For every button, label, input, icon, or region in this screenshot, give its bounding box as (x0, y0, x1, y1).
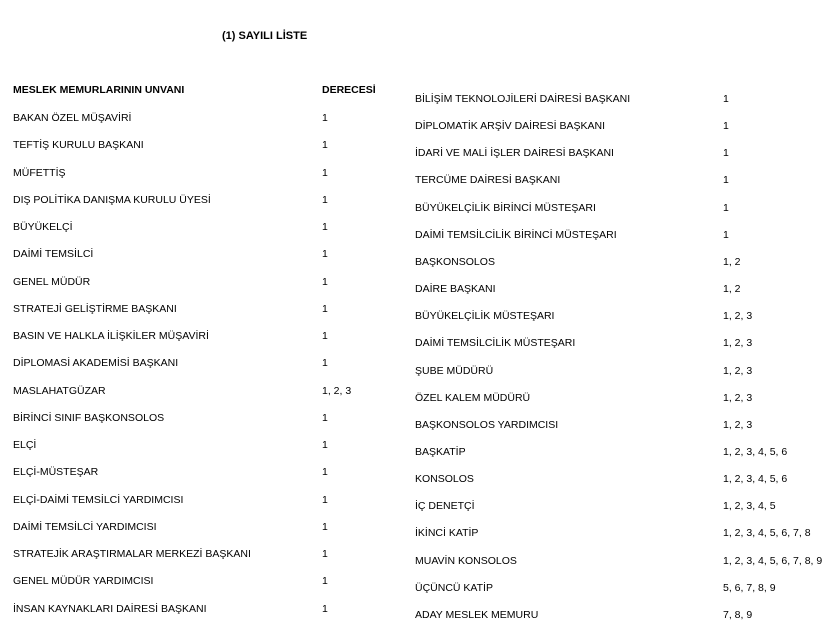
position-title: BAŞKATİP (415, 445, 466, 458)
position-title: ÖZEL KALEM MÜDÜRÜ (415, 391, 531, 404)
position-title: BAŞKONSOLOS YARDIMCISI (415, 418, 559, 431)
position-title: STRATEJİ GELİŞTİRME BAŞKANI (13, 302, 177, 315)
page-title: (1) SAYILI LİSTE (222, 30, 308, 42)
position-title: DİPLOMASİ AKADEMİSİ BAŞKANI (13, 357, 179, 370)
degree-value: 1 (322, 520, 328, 533)
degree-value: 1, 2, 3 (723, 337, 753, 350)
position-title: ŞUBE MÜDÜRÜ (415, 364, 494, 377)
position-title: ÜÇÜNCÜ KATİP (415, 581, 493, 594)
position-title: BİLİŞİM TEKNOLOJİLERİ DAİRESİ BAŞKANI (415, 93, 631, 105)
position-title: ELÇİ-MÜSTEŞAR (13, 466, 99, 479)
degree-value: 1 (322, 139, 328, 152)
degree-value: 1 (322, 330, 328, 342)
position-title: STRATEJİK ARAŞTIRMALAR MERKEZİ BAŞKANI (13, 548, 251, 560)
position-title: İKİNCİ KATİP (415, 527, 479, 540)
degree-value: 7, 8, 9 (723, 608, 753, 621)
position-title: MUAVİN KONSOLOS (415, 554, 517, 567)
degree-value: 1 (322, 411, 328, 424)
degree-value: 1 (322, 275, 328, 288)
degree-value: 1 (322, 193, 328, 206)
position-title: TEFTİŞ KURULU BAŞKANI (13, 139, 144, 152)
position-title: İÇ DENETÇİ (415, 500, 475, 513)
position-title: TERCÜME DAİRESİ BAŞKANI (415, 174, 561, 187)
position-title: ELÇİ (13, 439, 37, 451)
degree-value: 1 (322, 166, 328, 179)
degree-value: 1 (322, 602, 328, 615)
degree-value: 1 (322, 439, 328, 451)
degree-value: 1 (723, 93, 729, 105)
position-title: DİPLOMATİK ARŞİV DAİRESİ BAŞKANI (415, 120, 606, 133)
degree-value: 1 (723, 174, 729, 187)
degree-value: 1 (322, 302, 328, 315)
degree-value: 1, 2, 3 (723, 391, 753, 404)
degree-value: 1, 2, 3, 4, 5, 6 (723, 445, 788, 458)
position-title: KONSOLOS (415, 473, 474, 486)
degree-value: 1, 2 (723, 255, 741, 268)
position-title: DAİMİ TEMSİLCİ (13, 248, 94, 261)
degree-column-header: DERECESİ (322, 84, 376, 96)
position-title: BASIN VE HALKLA İLİŞKİLER MÜŞAVİRİ (13, 330, 209, 342)
degree-value: 1 (322, 221, 328, 233)
position-title: DIŞ POLİTİKA DANIŞMA KURULU ÜYESİ (13, 193, 211, 206)
position-title: GENEL MÜDÜR (13, 275, 91, 288)
position-title: ELÇİ-DAİMİ TEMSİLCİ YARDIMCISI (13, 493, 184, 506)
position-title: İNSAN KAYNAKLARI DAİRESİ BAŞKANI (13, 602, 207, 615)
position-title: DAİMİ TEMSİLCİLİK BİRİNCİ MÜSTEŞARI (415, 228, 617, 241)
position-title: BİRİNCİ SINIF BAŞKONSOLOS (13, 411, 165, 424)
degree-value: 1, 2, 3, 4, 5, 6, 7, 8, 9 (723, 554, 823, 567)
degree-value: 1 (723, 228, 729, 241)
position-title: DAİRE BAŞKANI (415, 283, 496, 296)
degree-value: 1, 2, 3 (322, 384, 352, 397)
degree-value: 1, 2, 3, 4, 5, 6 (723, 473, 788, 486)
position-title: ADAY MESLEK MEMURU (415, 608, 539, 621)
title-column-header: MESLEK MEMURLARININ UNVANI (13, 84, 185, 96)
degree-value: 5, 6, 7, 8, 9 (723, 581, 776, 594)
degree-value: 1, 2 (723, 283, 741, 296)
degree-value: 1, 2, 3, 4, 5, 6, 7, 8 (723, 527, 811, 540)
position-title: BAKAN ÖZEL MÜŞAVİRİ (13, 112, 132, 124)
degree-value: 1, 2, 3 (723, 418, 753, 431)
position-title: BAŞKONSOLOS (415, 255, 495, 268)
position-title: GENEL MÜDÜR YARDIMCISI (13, 575, 154, 588)
degree-value: 1 (322, 548, 328, 560)
position-title: BÜYÜKELÇİLİK BİRİNCİ MÜSTEŞARI (415, 201, 596, 214)
position-title: BÜYÜKELÇİ (13, 221, 73, 233)
degree-value: 1, 2, 3 (723, 364, 753, 377)
degree-value: 1, 2, 3, 4, 5 (723, 500, 776, 513)
position-title: DAİMİ TEMSİLCİLİK MÜSTEŞARI (415, 337, 576, 350)
degree-value: 1 (723, 147, 729, 160)
position-title: MASLAHATGÜZAR (13, 384, 106, 397)
degree-value: 1 (723, 120, 729, 133)
position-title: İDARİ VE MALİ İŞLER DAİRESİ BAŞKANI (415, 147, 614, 160)
degree-value: 1 (322, 357, 328, 370)
position-title: DAİMİ TEMSİLCİ YARDIMCISI (13, 520, 157, 533)
degree-value: 1 (322, 575, 328, 588)
degree-value: 1 (322, 248, 328, 261)
degree-value: 1, 2, 3 (723, 310, 753, 323)
degree-value: 1 (322, 112, 328, 124)
degree-value: 1 (322, 466, 328, 479)
position-title: MÜFETTİŞ (13, 166, 66, 179)
degree-value: 1 (322, 493, 328, 506)
position-title: BÜYÜKELÇİLİK MÜSTEŞARI (415, 310, 555, 323)
degree-value: 1 (723, 201, 729, 214)
